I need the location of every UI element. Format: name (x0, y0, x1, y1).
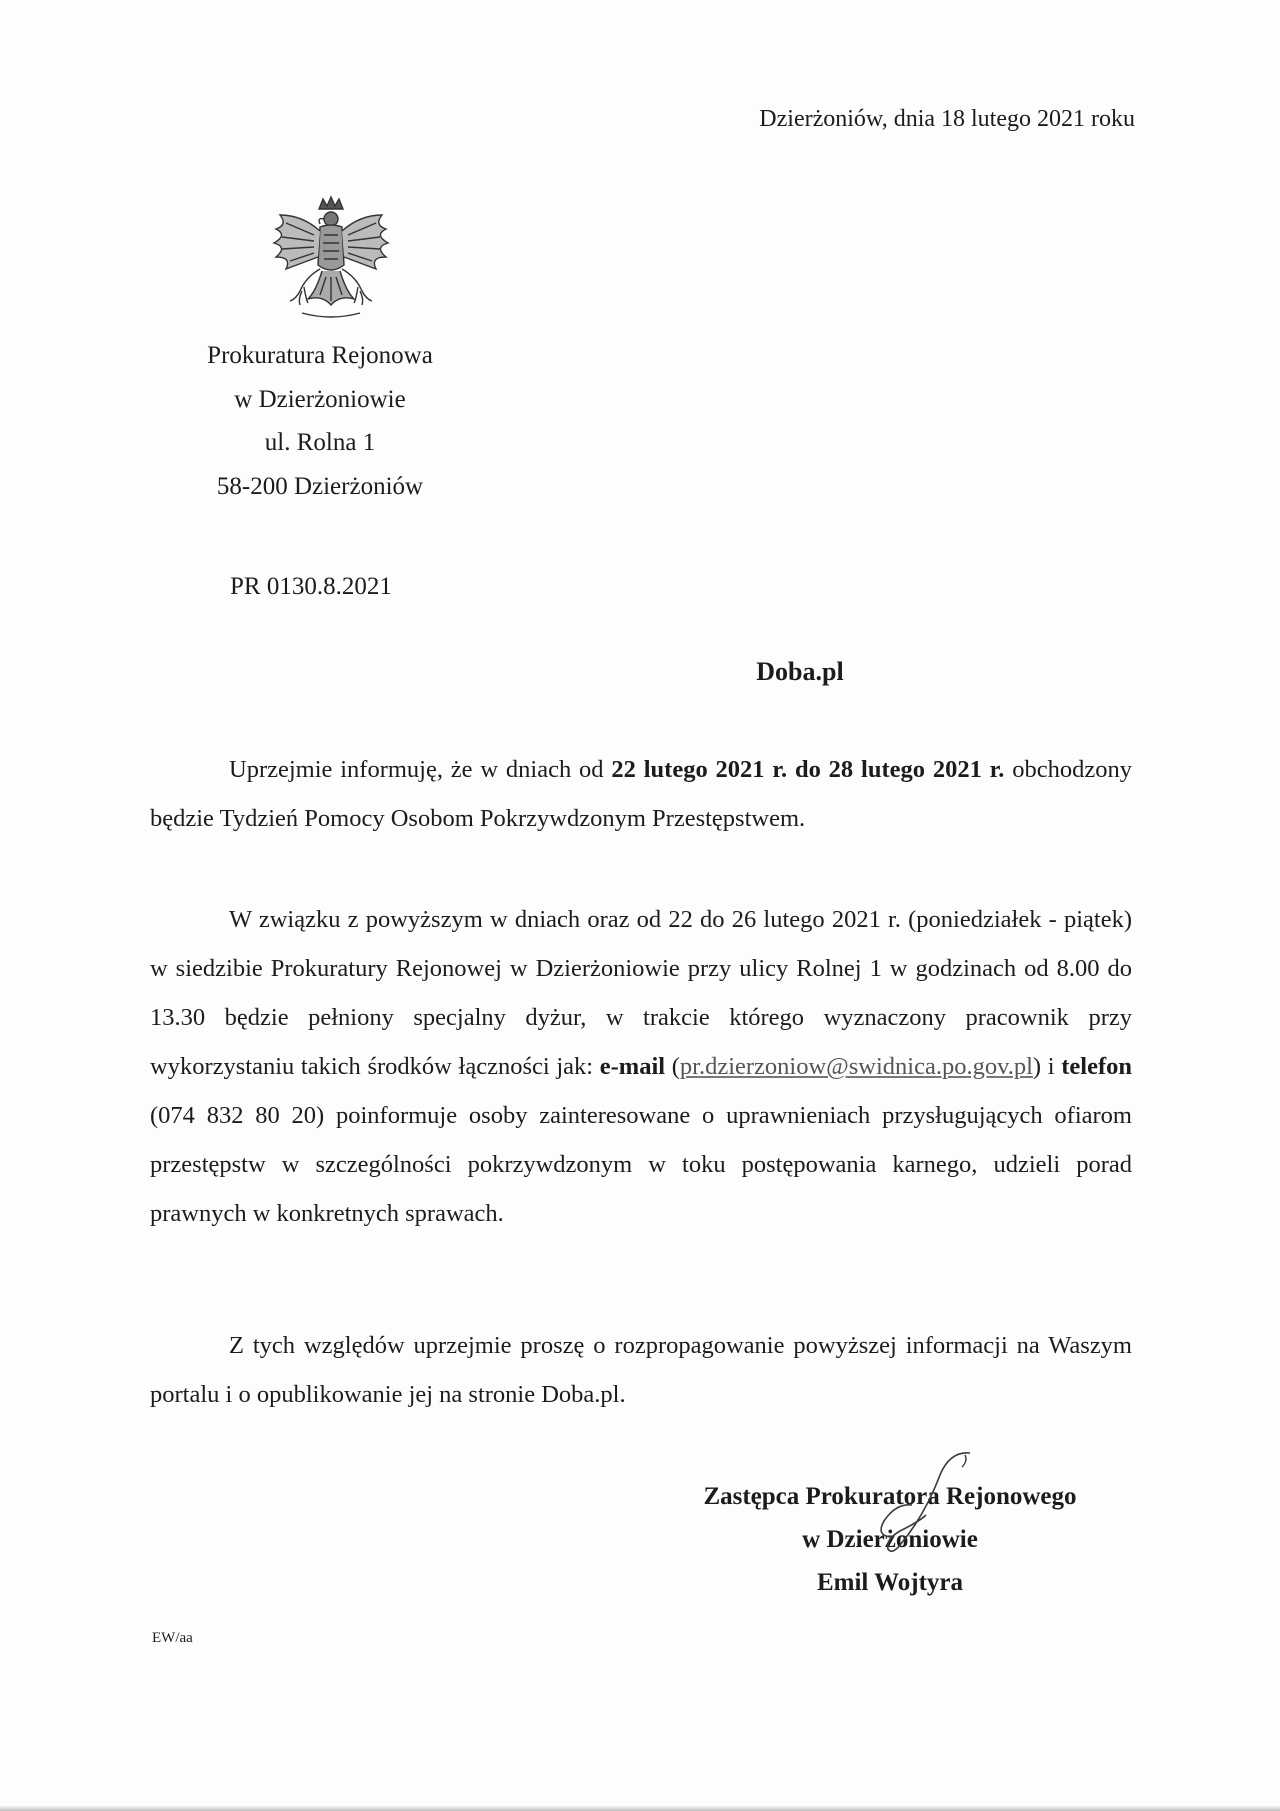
date-range: 22 lutego 2021 r. do 28 lutego 2021 r. (611, 756, 1005, 783)
paragraph-1-text-end: obchodzony będzie Tydzień Pomocy Osobom Pokrzywdzonym Przestępstwem. (150, 756, 1132, 832)
signature-office: w Dzierżoniowie (802, 1526, 978, 1553)
sender-postal: 58-200 Dzierżoniów (216, 472, 424, 500)
eagle-emblem-icon (262, 195, 400, 325)
phone-label: telefon (1061, 1053, 1132, 1080)
signature-name: Emil Wojtyra (816, 1569, 964, 1596)
paragraph-3-text: Z tych względów uprzejmie proszę o rozpropagowanie powyższej informacji na Waszym portalu i o opublikowanie jej na stronie Doba.pl. (150, 1332, 1132, 1408)
paragraph-2-text-end: (074 832 80 20) poinformuje osoby zainteresowane o uprawnieniach przysługujących ofiarom przestępstw w szczególności pokrzywdzonym w toku postępowania karnego, udzieli porad prawnych w konkretnych sprawach. (150, 1102, 1132, 1227)
paragraph-2-text: W związku z powyższym w dniach oraz od 22 do 26 lutego 2021 r. (poniedziałek - piątek) w siedzibie Prokuratury Rejonowej w Dzierżoniowie przy ulicy Rolnej 1 w godzinach od 8.00 do 13.30 będzie pełniony specjalny dyżur, w trakcie którego wyznaczony pracownik przy wykorzystaniu takich środków łączności jak: (150, 906, 1132, 1080)
sender-city: w Dzierżoniowie (234, 385, 406, 413)
paragraph-3 (150, 1321, 1132, 1419)
reference-number: PR 0130.8.2021 (230, 573, 392, 600)
paragraph-1-text: Uprzejmie informuję, że w dniach od (229, 756, 612, 783)
sender-institution: Prokuratura Rejonowa (207, 342, 433, 369)
email-label: e-mail (599, 1053, 666, 1080)
date-line: Dzierżoniów, dnia 18 lutego 2021 roku (759, 106, 1135, 132)
signature-title: Zastępca Prokuratora Rejonowego (703, 1483, 1077, 1510)
page-bottom-edge (0, 1805, 1280, 1811)
connector-text: ) i (1032, 1053, 1062, 1080)
signature-block (660, 1475, 1120, 1604)
paren-open: ( (665, 1053, 680, 1080)
sender-street: ul. Rolna 1 (264, 429, 376, 456)
recipient: Doba.pl (756, 657, 844, 686)
sender-address (160, 334, 480, 508)
paragraph-2 (150, 895, 1132, 1238)
author-initials: EW/aa (152, 1630, 193, 1646)
paragraph-1 (150, 745, 1132, 843)
email-address[interactable]: pr.dzierzoniow@swidnica.po.gov.pl (679, 1053, 1033, 1080)
